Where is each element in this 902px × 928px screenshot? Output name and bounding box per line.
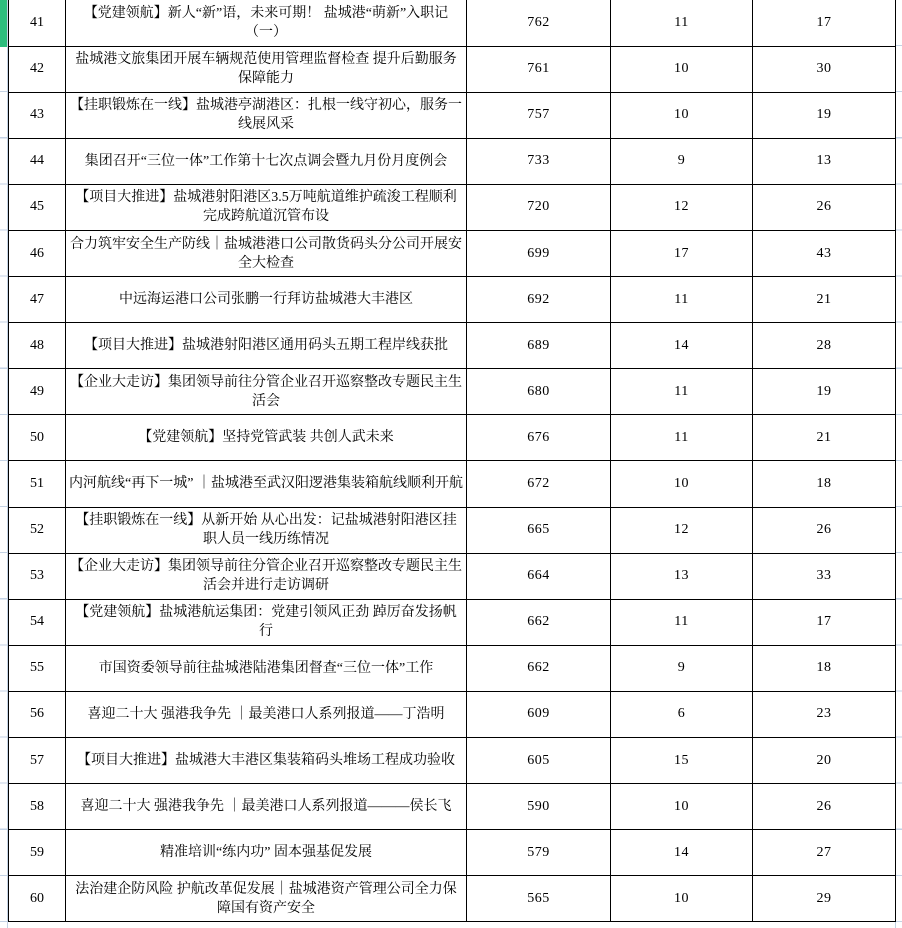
table-row (9, 230, 896, 276)
article-title-cell[interactable]: 【挂职锻炼在一线】从新开始 从心出发：记盐城港射阳港区挂职人员一线历练情况 (66, 507, 467, 553)
value-cell-1[interactable]: 672 (467, 461, 611, 507)
value-cell-1[interactable]: 579 (467, 830, 611, 876)
table-row (9, 369, 896, 415)
article-title-cell[interactable]: 【党建领航】盐城港航运集团：党建引领风正劲 踔厉奋发扬帆行 (66, 599, 467, 645)
table-row (9, 323, 896, 369)
value-cell-1[interactable]: 662 (467, 599, 611, 645)
value-cell-3[interactable]: 17 (753, 0, 896, 46)
value-cell-2[interactable]: 10 (611, 784, 753, 830)
value-cell-3[interactable]: 27 (753, 830, 896, 876)
article-title-cell[interactable]: 【党建领航】新人“新”语，未来可期！ 盐城港“萌新”入职记（一） (66, 0, 467, 46)
value-cell-1[interactable]: 733 (467, 138, 611, 184)
table-row (9, 46, 896, 92)
table-row (9, 553, 896, 599)
row-number-cell[interactable]: 55 (9, 645, 66, 691)
value-cell-1[interactable]: 565 (467, 876, 611, 922)
article-title-cell[interactable]: 盐城港文旅集团开展车辆规范使用管理监督检查 提升后勤服务保障能力 (66, 46, 467, 92)
value-cell-1[interactable]: 761 (467, 46, 611, 92)
value-cell-3[interactable]: 33 (753, 553, 896, 599)
article-title-cell[interactable]: 精准培训“练内功” 固本强基促发展 (66, 830, 467, 876)
row-number-cell[interactable]: 60 (9, 876, 66, 922)
value-cell-2[interactable]: 10 (611, 461, 753, 507)
article-title-cell[interactable]: 内河航线“再下一城” ｜盐城港至武汉阳逻港集装箱航线顺利开航 (66, 461, 467, 507)
article-title-cell[interactable]: 喜迎二十大 强港我争先 ｜最美港口人系列报道——丁浩明 (66, 691, 467, 737)
value-cell-2[interactable]: 6 (611, 691, 753, 737)
value-cell-3[interactable]: 17 (753, 599, 896, 645)
value-cell-3[interactable]: 19 (753, 92, 896, 138)
value-cell-1[interactable]: 720 (467, 184, 611, 230)
article-title-cell[interactable]: 【企业大走访】集团领导前往分管企业召开巡察整改专题民主生活会 (66, 369, 467, 415)
value-cell-1[interactable]: 662 (467, 645, 611, 691)
table-row (9, 92, 896, 138)
value-cell-2[interactable]: 17 (611, 230, 753, 276)
value-cell-3[interactable]: 23 (753, 691, 896, 737)
value-cell-1[interactable]: 692 (467, 277, 611, 323)
article-title-cell[interactable]: 【党建领航】坚持党管武装 共创人武未来 (66, 415, 467, 461)
table-row (9, 830, 896, 876)
value-cell-2[interactable]: 11 (611, 415, 753, 461)
article-title-cell[interactable]: 法治建企防风险 护航改革促发展｜盐城港资产管理公司全力保障国有资产安全 (66, 876, 467, 922)
value-cell-1[interactable]: 590 (467, 784, 611, 830)
value-cell-2[interactable]: 13 (611, 553, 753, 599)
row-number-cell[interactable]: 45 (9, 184, 66, 230)
article-title-cell[interactable]: 市国资委领导前往盐城港陆港集团督查“三位一体”工作 (66, 645, 467, 691)
table-row (9, 507, 896, 553)
table-row (9, 691, 896, 737)
value-cell-3[interactable]: 18 (753, 645, 896, 691)
table-row (9, 461, 896, 507)
row-number-cell[interactable]: 50 (9, 415, 66, 461)
value-cell-1[interactable]: 676 (467, 415, 611, 461)
row-number-cell[interactable]: 54 (9, 599, 66, 645)
adjacent-column-sliver-right (895, 0, 902, 928)
row-number-cell[interactable]: 59 (9, 830, 66, 876)
value-cell-3[interactable]: 26 (753, 784, 896, 830)
value-cell-2[interactable]: 11 (611, 599, 753, 645)
value-cell-1[interactable]: 680 (467, 369, 611, 415)
value-cell-3[interactable]: 28 (753, 323, 896, 369)
articles-table (8, 0, 896, 922)
article-title-cell[interactable]: 喜迎二十大 强港我争先 ｜最美港口人系列报道———侯长飞 (66, 784, 467, 830)
row-number-cell[interactable]: 41 (9, 0, 66, 46)
value-cell-3[interactable]: 20 (753, 738, 896, 784)
value-cell-3[interactable]: 18 (753, 461, 896, 507)
article-title-cell[interactable]: 【项目大推进】盐城港射阳港区3.5万吨航道维护疏浚工程顺利完成跨航道沉管布设 (66, 184, 467, 230)
table-row (9, 599, 896, 645)
row-number-cell[interactable]: 43 (9, 92, 66, 138)
value-cell-2[interactable]: 10 (611, 92, 753, 138)
table-row (9, 738, 896, 784)
value-cell-2[interactable]: 11 (611, 369, 753, 415)
row-number-cell[interactable]: 47 (9, 277, 66, 323)
value-cell-2[interactable]: 10 (611, 876, 753, 922)
table-row (9, 277, 896, 323)
value-cell-2[interactable]: 11 (611, 0, 753, 46)
value-cell-1[interactable]: 699 (467, 230, 611, 276)
value-cell-1[interactable]: 689 (467, 323, 611, 369)
value-cell-3[interactable]: 19 (753, 369, 896, 415)
article-title-cell[interactable]: 中远海运港口公司张鹏一行拜访盐城港大丰港区 (66, 277, 467, 323)
row-selection-indicator (0, 0, 7, 47)
value-cell-3[interactable]: 26 (753, 507, 896, 553)
value-cell-1[interactable]: 605 (467, 738, 611, 784)
row-number-cell[interactable]: 58 (9, 784, 66, 830)
value-cell-2[interactable]: 11 (611, 277, 753, 323)
row-number-cell[interactable]: 56 (9, 691, 66, 737)
row-number-cell[interactable]: 52 (9, 507, 66, 553)
value-cell-3[interactable]: 21 (753, 415, 896, 461)
table-row (9, 138, 896, 184)
row-number-cell[interactable]: 53 (9, 553, 66, 599)
value-cell-1[interactable]: 665 (467, 507, 611, 553)
value-cell-2[interactable]: 12 (611, 507, 753, 553)
article-title-cell[interactable]: 集团召开“三位一体”工作第十七次点调会暨九月份月度例会 (66, 138, 467, 184)
row-number-cell[interactable]: 49 (9, 369, 66, 415)
value-cell-3[interactable]: 43 (753, 230, 896, 276)
value-cell-2[interactable]: 14 (611, 323, 753, 369)
value-cell-1[interactable]: 664 (467, 553, 611, 599)
table-row (9, 876, 896, 922)
row-number-cell[interactable]: 46 (9, 230, 66, 276)
article-title-cell[interactable]: 【企业大走访】集团领导前往分管企业召开巡察整改专题民主生活会并进行走访调研 (66, 553, 467, 599)
row-number-cell[interactable]: 44 (9, 138, 66, 184)
row-number-cell[interactable]: 57 (9, 738, 66, 784)
value-cell-2[interactable]: 9 (611, 645, 753, 691)
adjacent-column-sliver-left (0, 0, 8, 928)
value-cell-3[interactable]: 13 (753, 138, 896, 184)
article-title-cell[interactable]: 合力筑牢安全生产防线｜盐城港港口公司散货码头分公司开展安全大检查 (66, 230, 467, 276)
table-row (9, 184, 896, 230)
row-number-cell[interactable]: 51 (9, 461, 66, 507)
row-number-cell[interactable]: 42 (9, 46, 66, 92)
article-title-cell[interactable]: 【挂职锻炼在一线】盐城港亭湖港区：扎根一线守初心，服务一线展风采 (66, 92, 467, 138)
value-cell-3[interactable]: 26 (753, 184, 896, 230)
value-cell-2[interactable]: 12 (611, 184, 753, 230)
row-number-cell[interactable]: 48 (9, 323, 66, 369)
value-cell-3[interactable]: 21 (753, 277, 896, 323)
table-row (9, 784, 896, 830)
table-row (9, 0, 896, 46)
value-cell-1[interactable]: 757 (467, 92, 611, 138)
article-title-cell[interactable]: 【项目大推进】盐城港射阳港区通用码头五期工程岸线获批 (66, 323, 467, 369)
table-row (9, 645, 896, 691)
value-cell-3[interactable]: 29 (753, 876, 896, 922)
value-cell-2[interactable]: 15 (611, 738, 753, 784)
table-row (9, 415, 896, 461)
value-cell-2[interactable]: 10 (611, 46, 753, 92)
value-cell-3[interactable]: 30 (753, 46, 896, 92)
value-cell-2[interactable]: 9 (611, 138, 753, 184)
article-title-cell[interactable]: 【项目大推进】盐城港大丰港区集装箱码头堆场工程成功验收 (66, 738, 467, 784)
value-cell-2[interactable]: 14 (611, 830, 753, 876)
value-cell-1[interactable]: 609 (467, 691, 611, 737)
value-cell-1[interactable]: 762 (467, 0, 611, 46)
